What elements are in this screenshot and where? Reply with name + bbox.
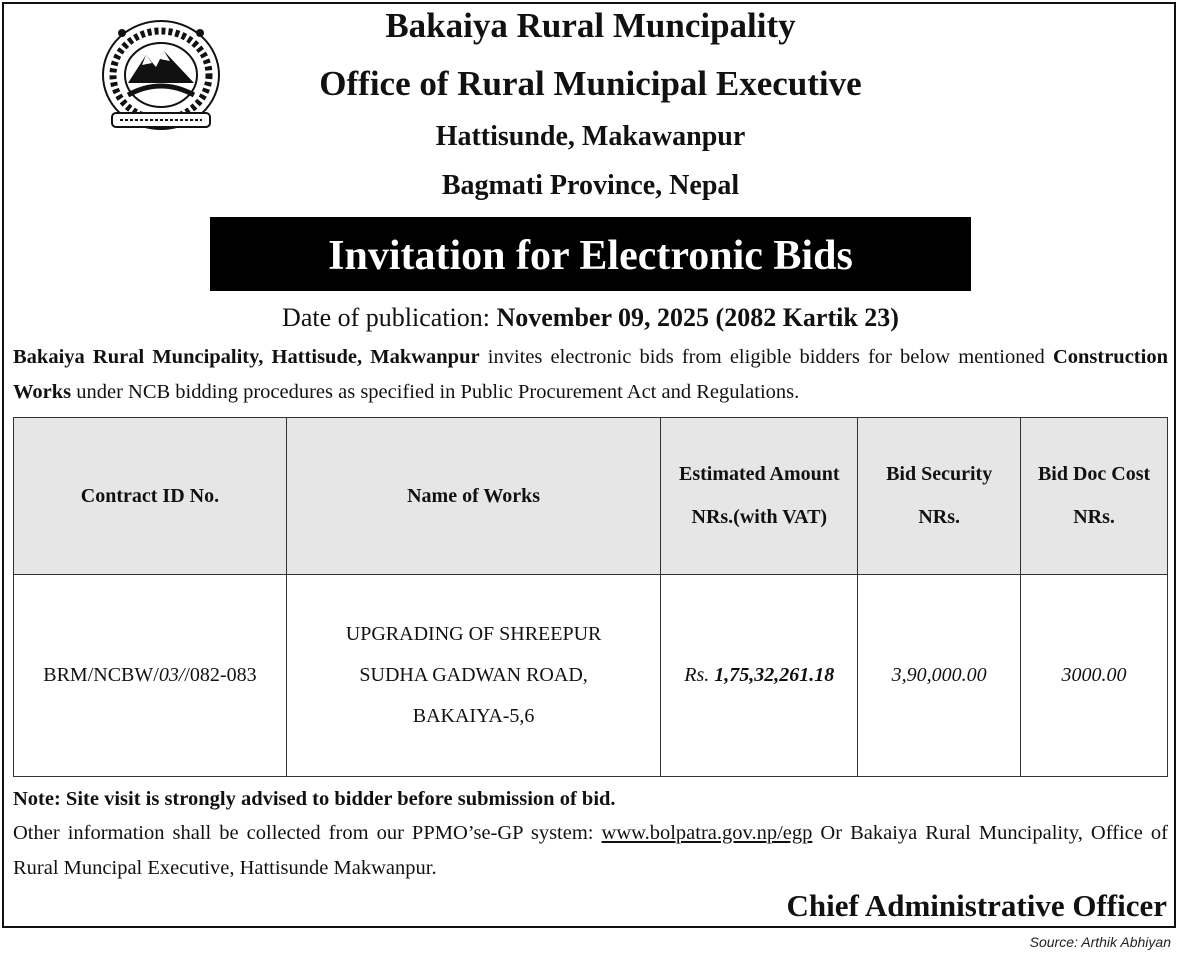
signatory-title: Chief Administrative Officer [786,888,1167,923]
amount-prefix: Rs. [684,664,710,686]
contract-id-part-c: /082-083 [184,664,257,686]
header-contract-id: Contract ID No. [14,418,287,575]
intro-text-2: under NCB bidding procedures as specified in Public Procurement Act and Regulations. [71,381,800,403]
header-bid-doc-cost [1021,418,1168,575]
cell-contract-id [14,575,287,777]
source-credit: Source: Arthik Abhiyan [1029,934,1171,950]
header-bid-doc-cost-line2: NRs. [1073,506,1115,528]
bids-table [13,417,1168,777]
cell-bid-security: 3,90,000.00 [858,575,1021,777]
table-row [14,575,1168,777]
amount-value: 1,75,32,261.18 [714,664,835,686]
header-estimated-amount-line2: NRs.(with VAT) [691,506,828,528]
intro-works-type: Construction Works [13,346,1168,403]
work-line-2: SUDHA GADWAN ROAD, [359,664,588,686]
province-country: Bagmati Province, Nepal [441,170,740,201]
cell-name-of-works [286,575,661,777]
site-visit-note: Note: Site visit is strongly advised to bidder before submission of bid. [13,788,616,810]
municipality-name: Bakaiya Rural Muncipality [385,6,796,45]
publication-date-line [0,303,1181,333]
header-bid-doc-cost-line1: Bid Doc Cost [1037,463,1151,485]
header-name-of-works: Name of Works [286,418,661,575]
egp-link[interactable]: www.bolpatra.gov.np/egp [601,822,813,844]
header-bid-security-line1: Bid Security [886,463,993,485]
notice-title-banner: Invitation for Electronic Bids [210,217,971,291]
intro-bidder-org: Bakaiya Rural Muncipality, Hattisude, Makwanpur [13,346,480,368]
header-estimated-amount [661,418,858,575]
contract-id-part-b: 03/ [158,664,185,686]
other-info-text-1: Other information shall be collected from our PPMO’se-GP system: [13,822,602,844]
contract-id-part-a: BRM/NCBW/ [43,664,159,686]
table-header-row [14,418,1168,575]
intro-text-1: invites electronic bids from eligible bidders for below mentioned [479,346,1053,368]
office-address: Hattisunde, Makawanpur [435,121,746,152]
publication-label: Date of publication: [282,303,490,332]
work-line-3: BAKAIYA-5,6 [412,705,535,727]
office-name: Office of Rural Municipal Executive [319,64,862,103]
publication-date: November 09, 2025 (2082 Kartik 23) [496,303,899,332]
other-info-text-2: Or Bakaiya Rural Muncipality, Office of Rural Muncipal Executive, Hattisunde Makwanpur. [13,822,1168,879]
intro-paragraph [13,340,1168,410]
header-bid-security-line2: NRs. [918,506,960,528]
cell-estimated-amount [661,575,858,777]
work-line-1: UPGRADING OF SHREEPUR [345,623,602,645]
cell-bid-doc-cost: 3000.00 [1021,575,1168,777]
other-info-paragraph [13,816,1168,886]
header-estimated-amount-line1: Estimated Amount [679,463,840,485]
header-bid-security [858,418,1021,575]
